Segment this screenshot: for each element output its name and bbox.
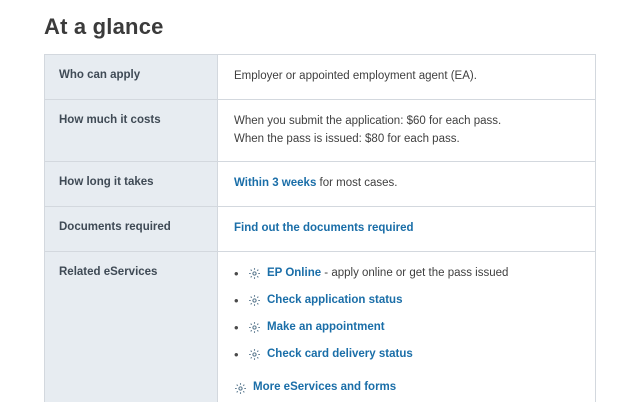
list-item	[234, 265, 583, 283]
eservices-list	[234, 265, 583, 363]
how-long-suffix: for most cases.	[316, 177, 398, 190]
check-application-status-link[interactable]: Check application status	[267, 293, 403, 306]
table-row	[45, 207, 596, 252]
more-eservices-and-forms-link[interactable]: More eServices and forms	[253, 381, 397, 394]
gear-icon	[248, 294, 261, 307]
cost-line-submit: When you submit the application: $60 for each pass.	[234, 114, 502, 127]
eservice-item-1	[267, 292, 402, 310]
documents-required-link[interactable]: Find out the documents required	[234, 222, 414, 235]
list-item	[234, 292, 583, 310]
row-header-related-eservices: Related eServices	[45, 252, 218, 402]
row-value-how-much-it-costs	[218, 99, 596, 162]
ep-online-suffix: - apply online or get the pass issued	[321, 267, 509, 280]
table-row	[45, 162, 596, 207]
check-card-delivery-status-link[interactable]: Check card delivery status	[267, 347, 413, 360]
eservice-item-3	[267, 346, 413, 364]
who-can-apply-text: Employer or appointed employment agent (EA).	[234, 70, 477, 82]
gear-icon	[248, 321, 261, 334]
more-eservices-row	[234, 379, 583, 397]
list-item	[234, 319, 583, 337]
row-header-documents-required: Documents required	[45, 207, 218, 252]
gear-icon	[248, 267, 261, 280]
row-header-how-long-it-takes: How long it takes	[45, 162, 218, 207]
row-value-documents-required	[218, 207, 596, 252]
within-3-weeks-link[interactable]: Within 3 weeks	[234, 177, 317, 190]
bullet-icon: •	[234, 346, 239, 362]
bullet-icon: •	[234, 293, 239, 309]
bullet-icon: •	[234, 320, 239, 336]
table-row	[45, 99, 596, 162]
eservice-item-0	[267, 265, 508, 283]
at-a-glance-table	[44, 54, 596, 402]
make-an-appointment-link[interactable]: Make an appointment	[267, 320, 385, 333]
bullet-icon: •	[234, 266, 239, 282]
table-row	[45, 55, 596, 100]
row-header-how-much-it-costs: How much it costs	[45, 99, 218, 162]
row-header-who-can-apply: Who can apply	[45, 55, 218, 100]
eservice-item-2	[267, 319, 385, 337]
gear-icon	[248, 348, 261, 361]
ep-online-link[interactable]: EP Online	[267, 267, 322, 280]
row-value-who-can-apply	[218, 55, 596, 100]
list-item	[234, 346, 583, 364]
gear-icon	[234, 382, 247, 395]
page-title: At a glance	[44, 14, 164, 39]
cost-line-issued: When the pass is issued: $80 for each pass.	[234, 132, 460, 145]
table-row	[45, 252, 596, 402]
row-value-how-long-it-takes	[218, 162, 596, 207]
row-value-related-eservices	[218, 252, 596, 402]
